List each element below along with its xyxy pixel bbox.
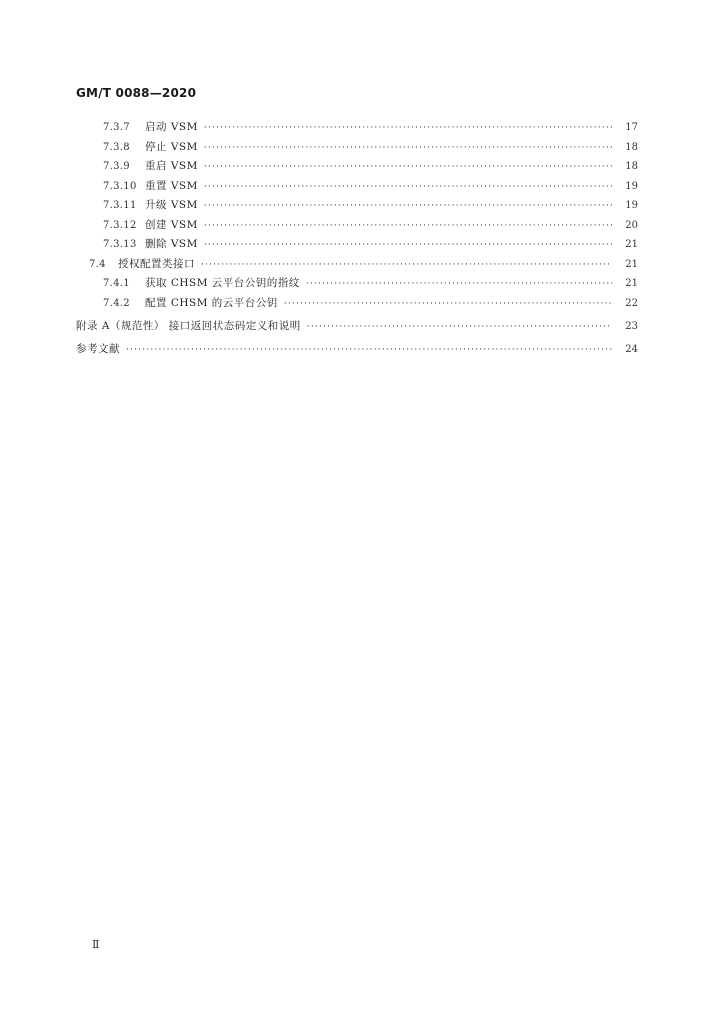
toc-entry-title: 创建 VSM [145,218,198,231]
toc-entry-title: 重启 VSM [145,160,198,172]
toc-entry-number: 7.3.12 [103,219,137,231]
toc-entry-number: 7.3.8 [103,141,130,153]
toc-entry-7-3-13[interactable] [76,235,638,255]
toc-entry-title: 参考文献 [76,343,120,355]
toc-entry-number: 7.4.1 [103,278,130,289]
toc-entry-title: 升级 VSM [145,199,198,211]
toc-entry-page: 23 [625,321,638,332]
toc-leader-dots [204,178,612,198]
toc-leader-dots [204,236,612,256]
toc-entry-number: 7.3.7 [103,122,130,133]
toc-entry-number: 7.3.11 [103,200,137,211]
table-of-contents [76,118,638,361]
toc-entry-number: 7.3.9 [103,161,130,172]
toc-leader-dots [204,217,612,237]
toc-entry-title: 配置 CHSM 的云平台公钥 [145,296,278,309]
toc-leader-dots [204,119,612,139]
toc-entry-number: 7.3.13 [103,239,137,250]
toc-entry-title: 删除 VSM [145,238,198,250]
toc-entry-title: 重置 VSM [145,179,198,192]
toc-leader-dots [204,158,612,178]
toc-entry-title: 启动 VSM [145,121,198,133]
toc-entry-page: 18 [625,161,638,172]
toc-entry-page: 24 [625,344,638,355]
toc-entry-number: 7.4.2 [103,297,130,309]
toc-entry-7-3-11[interactable] [76,196,638,216]
toc-entry-references[interactable] [76,338,638,361]
toc-leader-dots [284,295,612,315]
toc-entry-number: 7.4 [89,258,106,270]
toc-entry-7-3-7[interactable] [76,118,638,138]
toc-entry-page: 19 [625,180,638,192]
toc-entry-title: 授权配置类接口 [118,257,195,270]
toc-entry-page: 21 [625,239,638,250]
toc-leader-dots [126,339,612,362]
toc-entry-title: 停止 VSM [145,140,198,153]
toc-entry-number: 7.3.10 [103,180,137,192]
toc-entry-page: 19 [625,200,638,211]
toc-entry-title: 附录 A（规范性） 接口返回状态码定义和说明 [76,320,301,332]
toc-entry-7-3-9[interactable] [76,157,638,177]
toc-entry-7-3-10[interactable] [76,177,638,197]
toc-entry-7-4[interactable] [76,255,638,275]
toc-leader-dots [201,256,612,276]
page-number: Ⅱ [92,938,100,951]
standard-code-header: GM/T 0088—2020 [76,86,197,100]
toc-leader-dots [306,275,612,295]
toc-leader-dots [204,197,612,217]
toc-entry-appendix-a[interactable] [76,315,638,338]
toc-leader-dots [307,316,612,339]
toc-leader-dots [204,139,612,159]
toc-entry-page: 18 [625,141,638,153]
toc-entry-title: 获取 CHSM 云平台公钥的指纹 [145,277,300,289]
toc-entry-7-4-2[interactable] [76,294,638,314]
toc-entry-7-3-8[interactable] [76,138,638,158]
toc-entry-page: 21 [625,278,638,289]
toc-entry-page: 22 [625,297,638,309]
toc-entry-page: 17 [625,122,638,133]
toc-entry-7-3-12[interactable] [76,216,638,236]
toc-entry-page: 20 [625,219,638,231]
toc-entry-7-4-1[interactable] [76,274,638,294]
toc-entry-page: 21 [625,258,638,270]
